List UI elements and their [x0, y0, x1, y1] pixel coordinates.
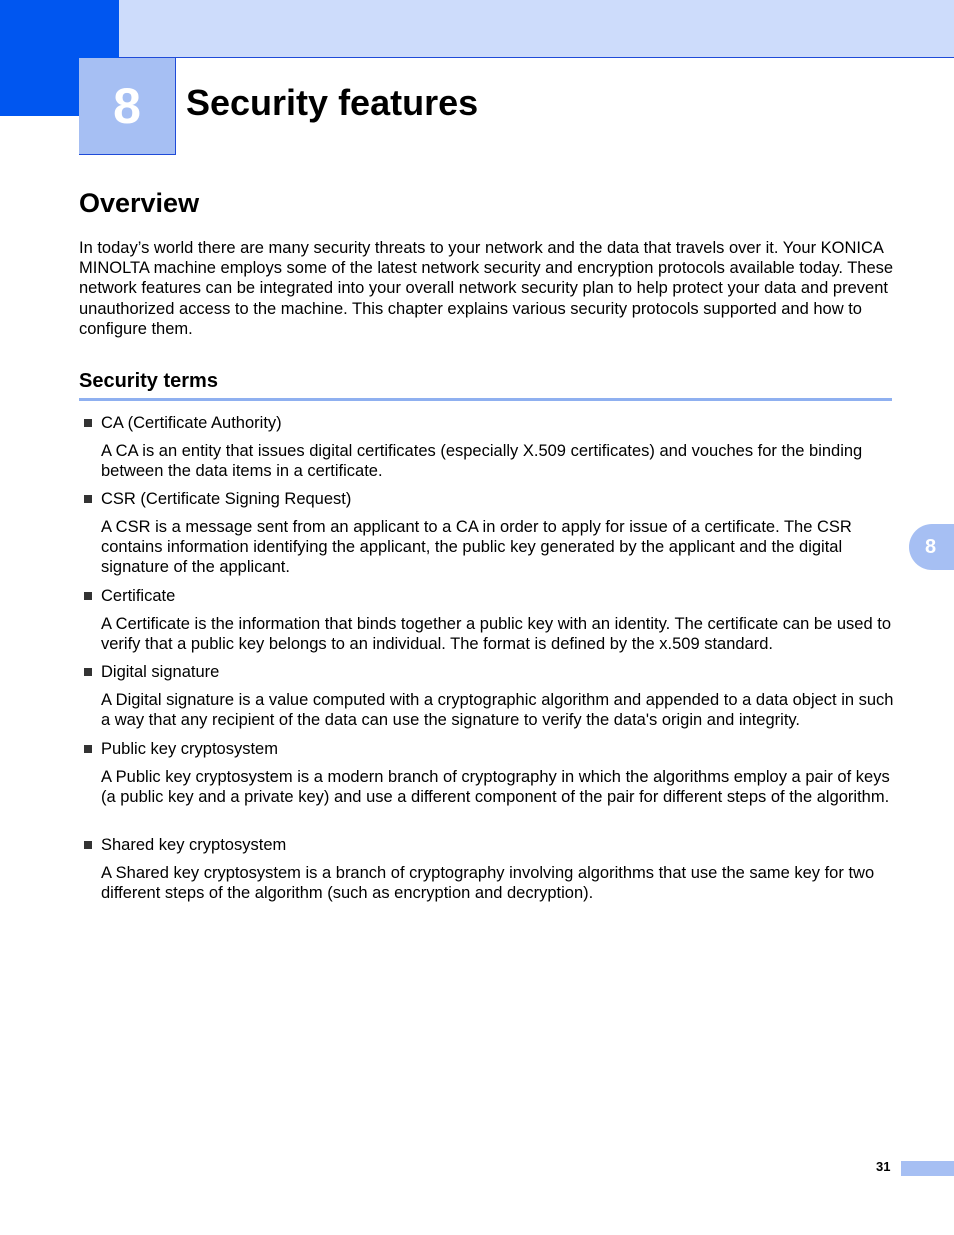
term-description: A Shared key cryptosystem is a branch of cryptography involving algorithms that use the same key for two different steps of the algorithm (such as encryption and decryption).: [101, 864, 875, 903]
header-band-rule: [119, 57, 954, 58]
term-label: Shared key cryptosystem: [101, 836, 287, 854]
section-divider: [79, 398, 892, 401]
header-band: [0, 0, 954, 58]
square-bullet-icon: [84, 668, 92, 676]
square-bullet-icon: [84, 419, 92, 427]
term-item: [84, 413, 282, 433]
term-label: Public key cryptosystem: [101, 740, 278, 758]
page-number-bar: [901, 1161, 954, 1176]
chapter-title: Security features: [186, 82, 479, 123]
term-item: [84, 489, 351, 509]
term-label: CSR (Certificate Signing Request): [101, 490, 352, 508]
term-description: A CA is an entity that issues digital certificates (especially X.509 certificates) and vouches for the binding between the data items in a certificate.: [101, 442, 863, 481]
chapter-number-box: [79, 58, 176, 155]
term-label: Digital signature: [101, 663, 220, 681]
term-item: [84, 662, 219, 682]
chapter-number: 8: [113, 78, 141, 134]
square-bullet-icon: [84, 841, 92, 849]
page-number: 31: [876, 1159, 891, 1174]
term-item: [84, 835, 286, 855]
overview-paragraph: In today’s world there are many security threats to your network and the data that travels over it. Your KONICA MINOLTA machine employs some of the latest network security and encryption protocols available today. These network features can be integrated into your overall network security plan to help protect your data and prevent unauthorized access to the machine. This chapter explains various security protocols supported and how to configure them.: [79, 239, 894, 338]
overview-heading: Overview: [79, 188, 200, 218]
side-tab-number: 8: [925, 535, 937, 558]
term-description: A CSR is a message sent from an applicant to a CA in order to apply for issue of a certificate. The CSR contains information identifying the applicant, the public key generated by the applicant and the digital signature of the applicant.: [101, 518, 852, 577]
square-bullet-icon: [84, 495, 92, 503]
term-item: [84, 586, 175, 606]
term-description: A Digital signature is a value computed with a cryptographic algorithm and appended to a data object in such a way that any recipient of the data can use the signature to verify the data's origin and integrity.: [101, 691, 894, 730]
security-terms-heading: Security terms: [79, 370, 218, 392]
square-bullet-icon: [84, 592, 92, 600]
term-description: A Certificate is the information that binds together a public key with an identity. The certificate can be used to verify that a public key belongs to an individual. The format is defined by the x.509 standard.: [101, 615, 891, 654]
chapter-side-tab: [909, 524, 954, 570]
term-description: A Public key cryptosystem is a modern branch of cryptography in which the algorithms employ a pair of keys (a public key and a private key) and use a different component of the pair for different steps of the algorithm.: [101, 768, 890, 807]
term-item: [84, 739, 278, 759]
term-label: Certificate: [101, 587, 176, 605]
square-bullet-icon: [84, 745, 92, 753]
term-label: CA (Certificate Authority): [101, 414, 282, 432]
